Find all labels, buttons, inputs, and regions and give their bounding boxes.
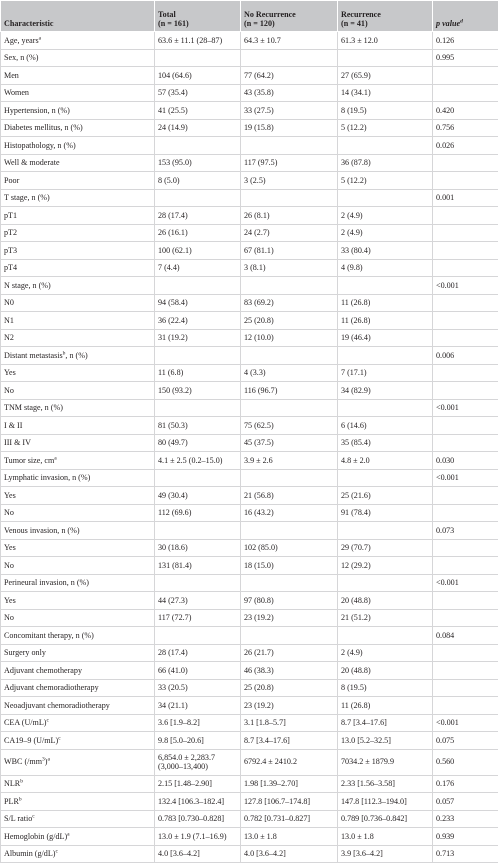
row-label: Tumor size, $cm^a$ — [1, 452, 155, 470]
cell-p-value: 0.126 — [433, 32, 498, 50]
cell-total: 3.6 [1.9–8.2] — [155, 714, 241, 732]
table-row — [1, 644, 498, 662]
header-recurrence: Recurrence (n = 41) — [338, 1, 433, 32]
cell-recurrence: 11 (26.8) — [338, 312, 433, 330]
cell-p-value: 0.233 — [433, 810, 498, 828]
cell-recurrence — [338, 277, 433, 295]
cell-recurrence: 0.789 [0.736–0.842] — [338, 810, 433, 828]
cell-recurrence: 29 (70.7) — [338, 539, 433, 557]
row-label: CEA $(U/mL)^c$ — [1, 714, 155, 732]
table-row — [1, 504, 498, 522]
cell-p-value — [433, 259, 498, 277]
cell-no-recurrence: 21 (56.8) — [241, 487, 338, 505]
cell-no-recurrence: 16 (43.2) — [241, 504, 338, 522]
cell-p-value: 0.001 — [433, 189, 498, 207]
cell-total: 81 (50.3) — [155, 417, 241, 435]
cell-recurrence: 4 (9.8) — [338, 259, 433, 277]
cell-total: 100 (62.1) — [155, 242, 241, 260]
table-row — [1, 749, 498, 775]
cell-total: 41 (25.5) — [155, 102, 241, 120]
cell-no-recurrence — [241, 189, 338, 207]
table-row — [1, 714, 498, 732]
cell-no-recurrence: 19 (15.8) — [241, 119, 338, 137]
cell-total: 28 (17.4) — [155, 207, 241, 225]
cell-p-value — [433, 207, 498, 225]
row-label: Yes — [1, 592, 155, 610]
cell-total: 131 (81.4) — [155, 557, 241, 575]
row-label: Women — [1, 84, 155, 102]
cell-recurrence: 20 (48.8) — [338, 592, 433, 610]
cell-recurrence: 35 (85.4) — [338, 434, 433, 452]
cell-total: 112 (69.6) — [155, 504, 241, 522]
table-row — [1, 312, 498, 330]
cell-no-recurrence: 25 (20.8) — [241, 679, 338, 697]
cell-p-value — [433, 312, 498, 330]
cell-recurrence — [338, 137, 433, 155]
cell-no-recurrence: 43 (35.8) — [241, 84, 338, 102]
cell-recurrence: 5 (12.2) — [338, 172, 433, 190]
table-row — [1, 294, 498, 312]
table-row — [1, 84, 498, 102]
cell-recurrence: 7034.2 ± 1879.9 — [338, 749, 433, 775]
cell-p-value: <0.001 — [433, 574, 498, 592]
cell-no-recurrence: 64.3 ± 10.7 — [241, 32, 338, 50]
cell-no-recurrence: 77 (64.2) — [241, 67, 338, 85]
cell-p-value — [433, 242, 498, 260]
cell-no-recurrence: 26 (8.1) — [241, 207, 338, 225]
row-label: WBC $(/mm^3)^a$ — [1, 749, 155, 775]
cell-recurrence: 91 (78.4) — [338, 504, 433, 522]
cell-total — [155, 347, 241, 365]
cell-no-recurrence — [241, 522, 338, 540]
table-row — [1, 662, 498, 680]
table-row — [1, 828, 498, 846]
cell-p-value — [433, 224, 498, 242]
cell-no-recurrence: 83 (69.2) — [241, 294, 338, 312]
cell-no-recurrence: 75 (62.5) — [241, 417, 338, 435]
cell-no-recurrence: 127.8 [106.7–174.8] — [241, 793, 338, 811]
cell-no-recurrence: 24 (2.7) — [241, 224, 338, 242]
cell-no-recurrence — [241, 399, 338, 417]
cell-recurrence: 13.0 ± 1.8 — [338, 828, 433, 846]
table-row — [1, 382, 498, 400]
table-row — [1, 522, 498, 540]
cell-p-value — [433, 644, 498, 662]
cell-no-recurrence: 3.9 ± 2.6 — [241, 452, 338, 470]
cell-no-recurrence: 8.7 [3.4–17.6] — [241, 732, 338, 750]
row-label: NLR$^b$ — [1, 775, 155, 793]
cell-recurrence: 20 (48.8) — [338, 662, 433, 680]
cell-total: 153 (95.0) — [155, 154, 241, 172]
cell-no-recurrence: 97 (80.8) — [241, 592, 338, 610]
row-label: pT2 — [1, 224, 155, 242]
table-row — [1, 102, 498, 120]
cell-no-recurrence: 67 (81.1) — [241, 242, 338, 260]
cell-recurrence: 8 (19.5) — [338, 102, 433, 120]
table-row — [1, 224, 498, 242]
cell-p-value: <0.001 — [433, 399, 498, 417]
table-row — [1, 364, 498, 382]
cell-recurrence — [338, 399, 433, 417]
cell-total: 63.6 ± 11.1 (28–87) — [155, 32, 241, 50]
table-row — [1, 679, 498, 697]
table-row — [1, 775, 498, 793]
table-row — [1, 329, 498, 347]
cell-p-value: 0.176 — [433, 775, 498, 793]
row-label: No — [1, 609, 155, 627]
row-label: Hemoglobin $(g/dL)^a$ — [1, 828, 155, 846]
row-label: N0 — [1, 294, 155, 312]
cell-p-value: 0.030 — [433, 452, 498, 470]
table-row — [1, 434, 498, 452]
cell-p-value — [433, 697, 498, 715]
row-label: Well & moderate — [1, 154, 155, 172]
header-characteristic: Characteristic — [1, 1, 155, 32]
row-label: Lymphatic invasion, n (%) — [1, 469, 155, 487]
table-row — [1, 609, 498, 627]
table-header — [1, 1, 498, 32]
cell-p-value — [433, 557, 498, 575]
cell-p-value: 0.713 — [433, 845, 498, 863]
cell-total — [155, 137, 241, 155]
cell-p-value — [433, 172, 498, 190]
table-row — [1, 592, 498, 610]
row-label: Hypertension, n (%) — [1, 102, 155, 120]
row-label: Perineural invasion, n (%) — [1, 574, 155, 592]
cell-total: 7 (4.4) — [155, 259, 241, 277]
cell-p-value: <0.001 — [433, 277, 498, 295]
cell-recurrence: 36 (87.8) — [338, 154, 433, 172]
cell-p-value — [433, 539, 498, 557]
cell-p-value — [433, 67, 498, 85]
table-row — [1, 32, 498, 50]
table-row — [1, 347, 498, 365]
table-row — [1, 207, 498, 225]
row-label: Distant metastasis$^b$, n (%) — [1, 347, 155, 365]
row-label: Adjuvant chemotherapy — [1, 662, 155, 680]
cell-total — [155, 189, 241, 207]
cell-recurrence — [338, 574, 433, 592]
cell-p-value: 0.075 — [433, 732, 498, 750]
table-row — [1, 810, 498, 828]
cell-total — [155, 522, 241, 540]
cell-no-recurrence — [241, 627, 338, 645]
row-label: Sex, n (%) — [1, 49, 155, 67]
cell-total: 30 (18.6) — [155, 539, 241, 557]
table-row — [1, 793, 498, 811]
cell-recurrence: 4.8 ± 2.0 — [338, 452, 433, 470]
cell-p-value — [433, 382, 498, 400]
row-label: No — [1, 557, 155, 575]
row-label: Diabetes mellitus, n (%) — [1, 119, 155, 137]
row-label: Age, years$^a$ — [1, 32, 155, 50]
cell-p-value — [433, 294, 498, 312]
cell-recurrence: 27 (65.9) — [338, 67, 433, 85]
table-row — [1, 49, 498, 67]
cell-recurrence — [338, 522, 433, 540]
cell-recurrence: 3.9 [3.6–4.2] — [338, 845, 433, 863]
cell-no-recurrence: 116 (96.7) — [241, 382, 338, 400]
row-label: N stage, n (%) — [1, 277, 155, 295]
cell-total: 24 (14.9) — [155, 119, 241, 137]
cell-no-recurrence: 13.0 ± 1.8 — [241, 828, 338, 846]
cell-recurrence: 2 (4.9) — [338, 644, 433, 662]
cell-p-value: 0.073 — [433, 522, 498, 540]
cell-total: 44 (27.3) — [155, 592, 241, 610]
cell-total: 117 (72.7) — [155, 609, 241, 627]
cell-p-value: 0.057 — [433, 793, 498, 811]
cell-recurrence: 8.7 [3.4–17.6] — [338, 714, 433, 732]
cell-no-recurrence — [241, 137, 338, 155]
cell-recurrence: 25 (21.6) — [338, 487, 433, 505]
row-label: Poor — [1, 172, 155, 190]
table-row — [1, 189, 498, 207]
table-row — [1, 417, 498, 435]
cell-total — [155, 627, 241, 645]
cell-recurrence — [338, 49, 433, 67]
row-label: III & IV — [1, 434, 155, 452]
row-label: Adjuvant chemoradiotherapy — [1, 679, 155, 697]
header-no-recurrence: No Recurrence (n = 120) — [241, 1, 338, 32]
cell-p-value — [433, 592, 498, 610]
cell-no-recurrence: 12 (10.0) — [241, 329, 338, 347]
row-label: Neoadjuvant chemoradiotherapy — [1, 697, 155, 715]
cell-p-value — [433, 434, 498, 452]
cell-p-value: 0.006 — [433, 347, 498, 365]
header-p-value: p value$^d$ — [433, 1, 498, 32]
header-row — [1, 1, 498, 32]
cell-total: 4.1 ± 2.5 (0.2–15.0) — [155, 452, 241, 470]
header-total: Total (n = 161) — [155, 1, 241, 32]
cell-no-recurrence: 102 (85.0) — [241, 539, 338, 557]
cell-p-value: 0.026 — [433, 137, 498, 155]
cell-recurrence: 14 (34.1) — [338, 84, 433, 102]
cell-total — [155, 277, 241, 295]
table-row — [1, 259, 498, 277]
cell-recurrence: 147.8 [112.3–194.0] — [338, 793, 433, 811]
cell-total: 132.4 [106.3–182.4] — [155, 793, 241, 811]
cell-p-value — [433, 154, 498, 172]
cell-p-value: 0.995 — [433, 49, 498, 67]
cell-no-recurrence: 3 (8.1) — [241, 259, 338, 277]
cell-no-recurrence: 117 (97.5) — [241, 154, 338, 172]
cell-p-value: 0.560 — [433, 749, 498, 775]
table-row — [1, 172, 498, 190]
cell-no-recurrence: 45 (37.5) — [241, 434, 338, 452]
cell-total: 0.783 [0.730–0.828] — [155, 810, 241, 828]
cell-p-value — [433, 679, 498, 697]
cell-no-recurrence — [241, 574, 338, 592]
cell-total: 31 (19.2) — [155, 329, 241, 347]
cell-no-recurrence: 18 (15.0) — [241, 557, 338, 575]
cell-recurrence: 12 (29.2) — [338, 557, 433, 575]
table-row — [1, 574, 498, 592]
table-row — [1, 469, 498, 487]
cell-no-recurrence: 23 (19.2) — [241, 609, 338, 627]
row-label: Histopathology, n (%) — [1, 137, 155, 155]
table-row — [1, 732, 498, 750]
cell-recurrence — [338, 347, 433, 365]
cell-total: 6,854.0 ± 2,283.7 (3,000–13,400) — [155, 749, 241, 775]
cell-recurrence: 13.0 [5.2–32.5] — [338, 732, 433, 750]
cell-no-recurrence: 23 (19.2) — [241, 697, 338, 715]
cell-total: 34 (21.1) — [155, 697, 241, 715]
row-label: pT4 — [1, 259, 155, 277]
row-label: TNM stage, n (%) — [1, 399, 155, 417]
cell-recurrence: 7 (17.1) — [338, 364, 433, 382]
cell-total: 11 (6.8) — [155, 364, 241, 382]
cell-p-value — [433, 609, 498, 627]
cell-recurrence: 11 (26.8) — [338, 294, 433, 312]
cell-recurrence: 2.33 [1.56–3.58] — [338, 775, 433, 793]
cell-recurrence: 34 (82.9) — [338, 382, 433, 400]
cell-no-recurrence: 0.782 [0.731–0.827] — [241, 810, 338, 828]
table-row — [1, 627, 498, 645]
cell-total — [155, 469, 241, 487]
cell-p-value — [433, 364, 498, 382]
cell-recurrence — [338, 469, 433, 487]
cell-recurrence: 61.3 ± 12.0 — [338, 32, 433, 50]
cell-p-value — [433, 662, 498, 680]
row-label: PLR$^b$ — [1, 793, 155, 811]
table-row — [1, 242, 498, 260]
cell-total: 13.0 ± 1.9 (7.1–16.9) — [155, 828, 241, 846]
row-label: No — [1, 382, 155, 400]
table-body — [1, 32, 498, 863]
cell-no-recurrence: 4.0 [3.6–4.2] — [241, 845, 338, 863]
cell-total: 2.15 [1.48–2.90] — [155, 775, 241, 793]
cell-recurrence: 19 (46.4) — [338, 329, 433, 347]
cell-recurrence: 5 (12.2) — [338, 119, 433, 137]
table-row — [1, 557, 498, 575]
cell-total — [155, 574, 241, 592]
row-label: Albumin $(g/dL)^c$ — [1, 845, 155, 863]
cell-total: 26 (16.1) — [155, 224, 241, 242]
table-row — [1, 452, 498, 470]
cell-total: 36 (22.4) — [155, 312, 241, 330]
row-label: Yes — [1, 487, 155, 505]
cell-total: 33 (20.5) — [155, 679, 241, 697]
cell-total: 49 (30.4) — [155, 487, 241, 505]
cell-p-value — [433, 504, 498, 522]
cell-total: 9.8 [5.0–20.6] — [155, 732, 241, 750]
cell-recurrence: 8 (19.5) — [338, 679, 433, 697]
cell-total: 80 (49.7) — [155, 434, 241, 452]
row-label: Surgery only — [1, 644, 155, 662]
cell-p-value: 0.939 — [433, 828, 498, 846]
cell-recurrence: 2 (4.9) — [338, 207, 433, 225]
cell-recurrence — [338, 627, 433, 645]
cell-total: 57 (35.4) — [155, 84, 241, 102]
cell-total: 104 (64.6) — [155, 67, 241, 85]
row-label: I & II — [1, 417, 155, 435]
cell-p-value — [433, 329, 498, 347]
cell-recurrence: 21 (51.2) — [338, 609, 433, 627]
cell-total: 8 (5.0) — [155, 172, 241, 190]
table-row — [1, 399, 498, 417]
row-label: CA19–9 $(U/mL)^c$ — [1, 732, 155, 750]
row-label: pT1 — [1, 207, 155, 225]
table-row — [1, 137, 498, 155]
row-label: Venous invasion, n (%) — [1, 522, 155, 540]
table-row — [1, 67, 498, 85]
table-row — [1, 539, 498, 557]
cell-no-recurrence: 6792.4 ± 2410.2 — [241, 749, 338, 775]
cell-total: 28 (17.4) — [155, 644, 241, 662]
table-row — [1, 119, 498, 137]
cell-total: 4.0 [3.6–4.2] — [155, 845, 241, 863]
cell-no-recurrence — [241, 469, 338, 487]
cell-p-value: <0.001 — [433, 714, 498, 732]
cell-recurrence: 2 (4.9) — [338, 224, 433, 242]
cell-p-value — [433, 84, 498, 102]
row-label: No — [1, 504, 155, 522]
row-label: N2 — [1, 329, 155, 347]
row-label: N1 — [1, 312, 155, 330]
row-label: T stage, n (%) — [1, 189, 155, 207]
table-row — [1, 154, 498, 172]
row-label: pT3 — [1, 242, 155, 260]
cell-no-recurrence — [241, 347, 338, 365]
cell-no-recurrence — [241, 49, 338, 67]
cell-no-recurrence: 25 (20.8) — [241, 312, 338, 330]
row-label: Yes — [1, 539, 155, 557]
cell-recurrence: 11 (26.8) — [338, 697, 433, 715]
cell-p-value — [433, 487, 498, 505]
cell-no-recurrence: 3 (2.5) — [241, 172, 338, 190]
cell-no-recurrence — [241, 277, 338, 295]
cell-recurrence: 33 (80.4) — [338, 242, 433, 260]
cell-no-recurrence: 33 (27.5) — [241, 102, 338, 120]
table-row — [1, 845, 498, 863]
cell-no-recurrence: 1.98 [1.39–2.70] — [241, 775, 338, 793]
row-label: Yes — [1, 364, 155, 382]
cell-recurrence — [338, 189, 433, 207]
cell-no-recurrence: 26 (21.7) — [241, 644, 338, 662]
table-row — [1, 487, 498, 505]
cell-total: 94 (58.4) — [155, 294, 241, 312]
row-label: S/L ratio$^c$ — [1, 810, 155, 828]
table-row — [1, 277, 498, 295]
cell-recurrence: 6 (14.6) — [338, 417, 433, 435]
row-label: Concomitant therapy, n (%) — [1, 627, 155, 645]
cell-no-recurrence: 3.1 [1.8–5.7] — [241, 714, 338, 732]
cell-total — [155, 49, 241, 67]
cell-total: 66 (41.0) — [155, 662, 241, 680]
table-row — [1, 697, 498, 715]
cell-no-recurrence: 46 (38.3) — [241, 662, 338, 680]
cell-p-value: 0.084 — [433, 627, 498, 645]
cell-p-value — [433, 417, 498, 435]
cell-total: 150 (93.2) — [155, 382, 241, 400]
cell-total — [155, 399, 241, 417]
cell-p-value: 0.756 — [433, 119, 498, 137]
cell-p-value: <0.001 — [433, 469, 498, 487]
cell-p-value: 0.420 — [433, 102, 498, 120]
cell-no-recurrence: 4 (3.3) — [241, 364, 338, 382]
row-label: Men — [1, 67, 155, 85]
